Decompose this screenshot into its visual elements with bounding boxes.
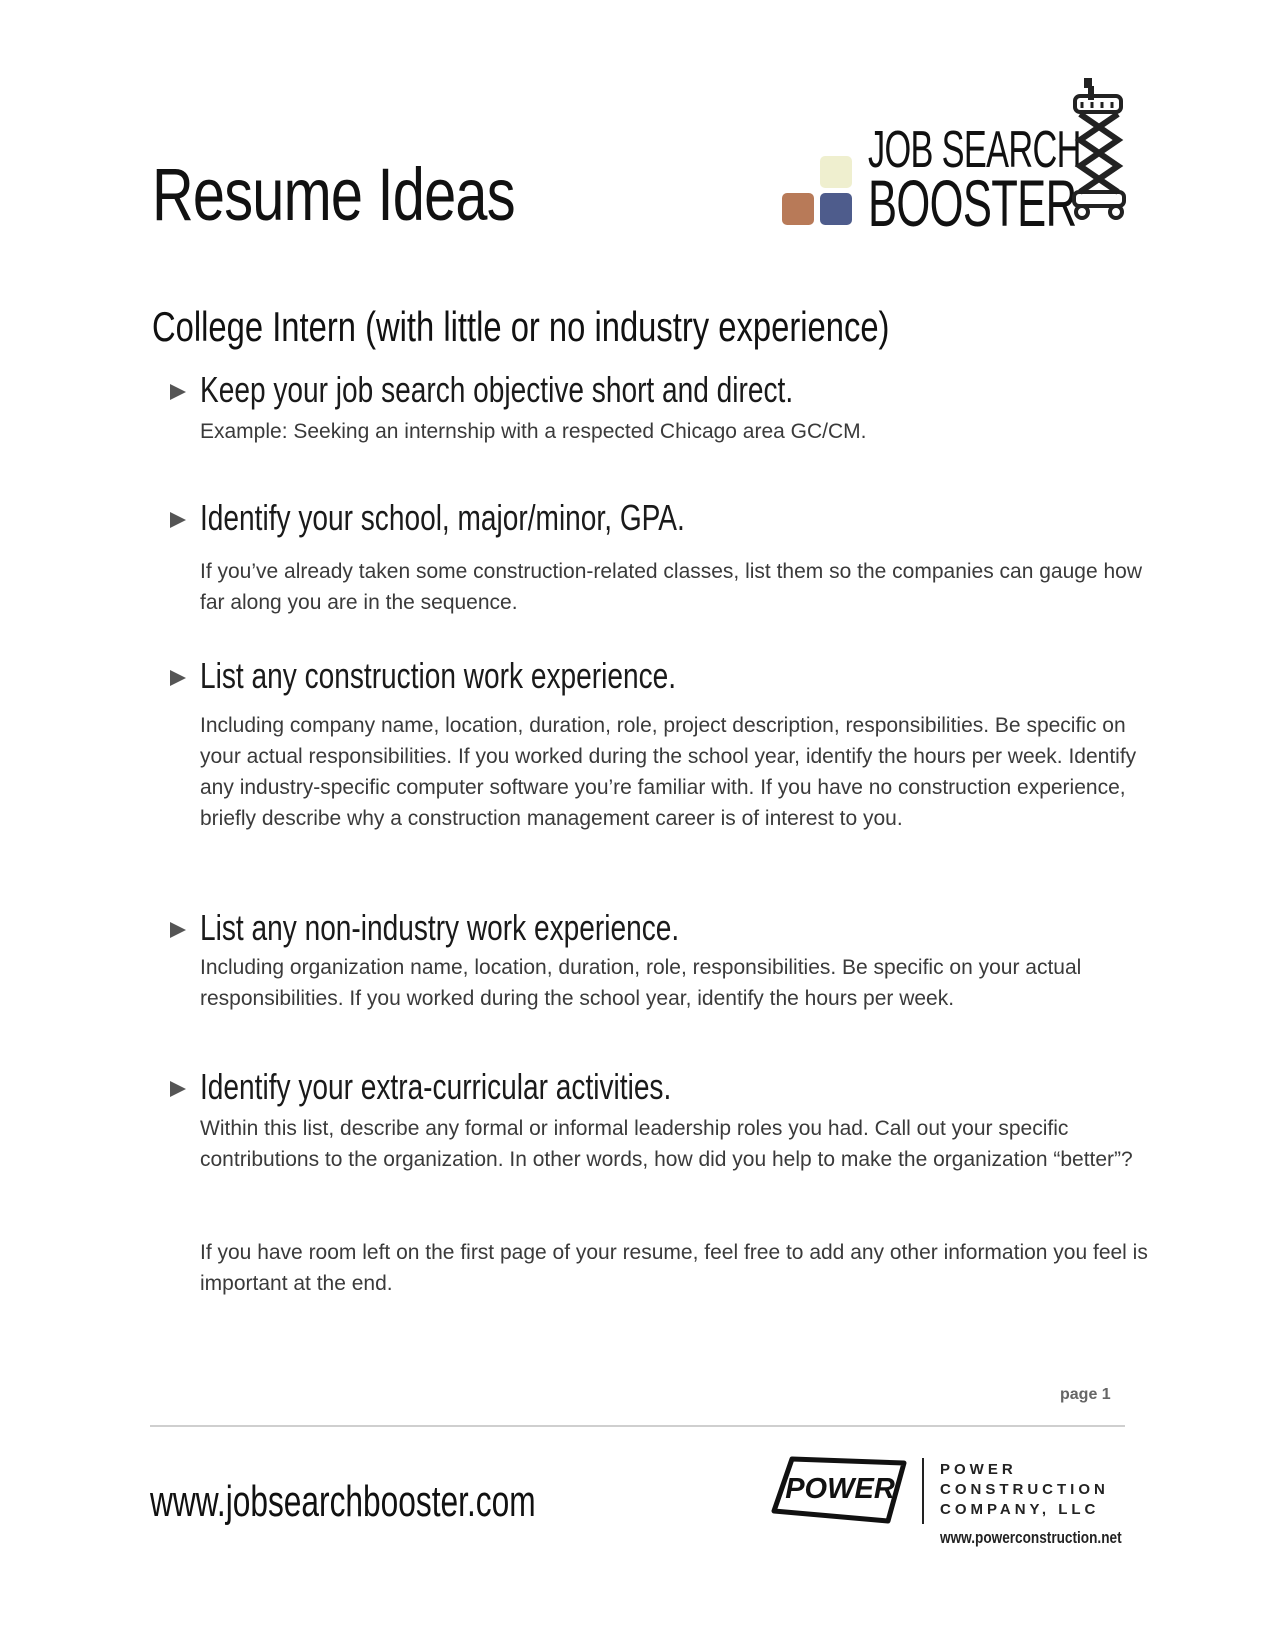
triangle-bullet-icon	[170, 384, 186, 400]
company-divider	[922, 1458, 924, 1524]
tip-body: Within this list, describe any formal or informal leadership roles you had. Call out your specific contributions to the organization. In other words, how did you help to make the organization “better”?	[200, 1117, 1133, 1171]
tip-heading: Identify your school, major/minor, GPA.	[200, 497, 685, 538]
logo-square-yellow	[820, 156, 852, 188]
triangle-bullet-icon	[170, 512, 186, 528]
footer-divider	[150, 1425, 1125, 1427]
tip-heading: Identify your extra-curricular activities.	[200, 1066, 672, 1107]
page-title: Resume Ideas	[152, 153, 515, 236]
power-logo-text: POWER	[785, 1473, 895, 1505]
website-link[interactable]: www.jobsearchbooster.com	[150, 1477, 536, 1526]
triangle-bullet-icon	[170, 922, 186, 938]
triangle-bullet-icon	[170, 1081, 186, 1097]
triangle-bullet-icon	[170, 670, 186, 686]
tip-heading: Keep your job search objective short and direct.	[200, 369, 794, 410]
logo-text-line2: BOOSTER	[868, 166, 1077, 240]
company-name-line: POWER	[940, 1461, 1017, 1478]
company-name-line: CONSTRUCTION	[940, 1481, 1109, 1498]
tip-body: Including company name, location, duration, role, project description, responsibilities. Be specific on your actual responsibilities. If you worked during the school year, identify the hours per week. Identify any industry-specific computer software you’re familiar with. If you have no construction experience, briefly describe why a construction management career is of interest to you.	[200, 714, 1137, 830]
company-website-link[interactable]: www.powerconstruction.net	[940, 1528, 1122, 1547]
scissor-lift-icon	[1070, 78, 1130, 228]
logo-square-blue	[820, 193, 852, 225]
job-search-booster-logo	[780, 78, 1130, 238]
power-construction-logo	[770, 1455, 910, 1525]
tip-body: If you’ve already taken some construction-related classes, list them so the companies can gauge how far along you are in the sequence.	[200, 560, 1142, 614]
section-subtitle: College Intern (with little or no industry experience)	[152, 303, 890, 350]
logo-text-line1: JOB SEARCH	[868, 121, 1081, 179]
tip-body: Example: Seeking an internship with a respected Chicago area GC/CM.	[200, 420, 867, 443]
tip-heading: List any construction work experience.	[200, 655, 677, 696]
page-number: page 1	[1060, 1386, 1111, 1403]
logo-square-orange	[782, 193, 814, 225]
tip-body: Including organization name, location, duration, role, responsibilities. Be specific on your actual responsibilities. If you worked during the school year, identify the hours per week.	[200, 956, 1082, 1010]
company-name	[940, 1460, 1109, 1520]
company-name-line: COMPANY, LLC	[940, 1501, 1100, 1518]
tip-body: If you have room left on the first page of your resume, feel free to add any other information you feel is important at the end.	[200, 1241, 1148, 1295]
tip-heading: List any non-industry work experience.	[200, 907, 680, 948]
